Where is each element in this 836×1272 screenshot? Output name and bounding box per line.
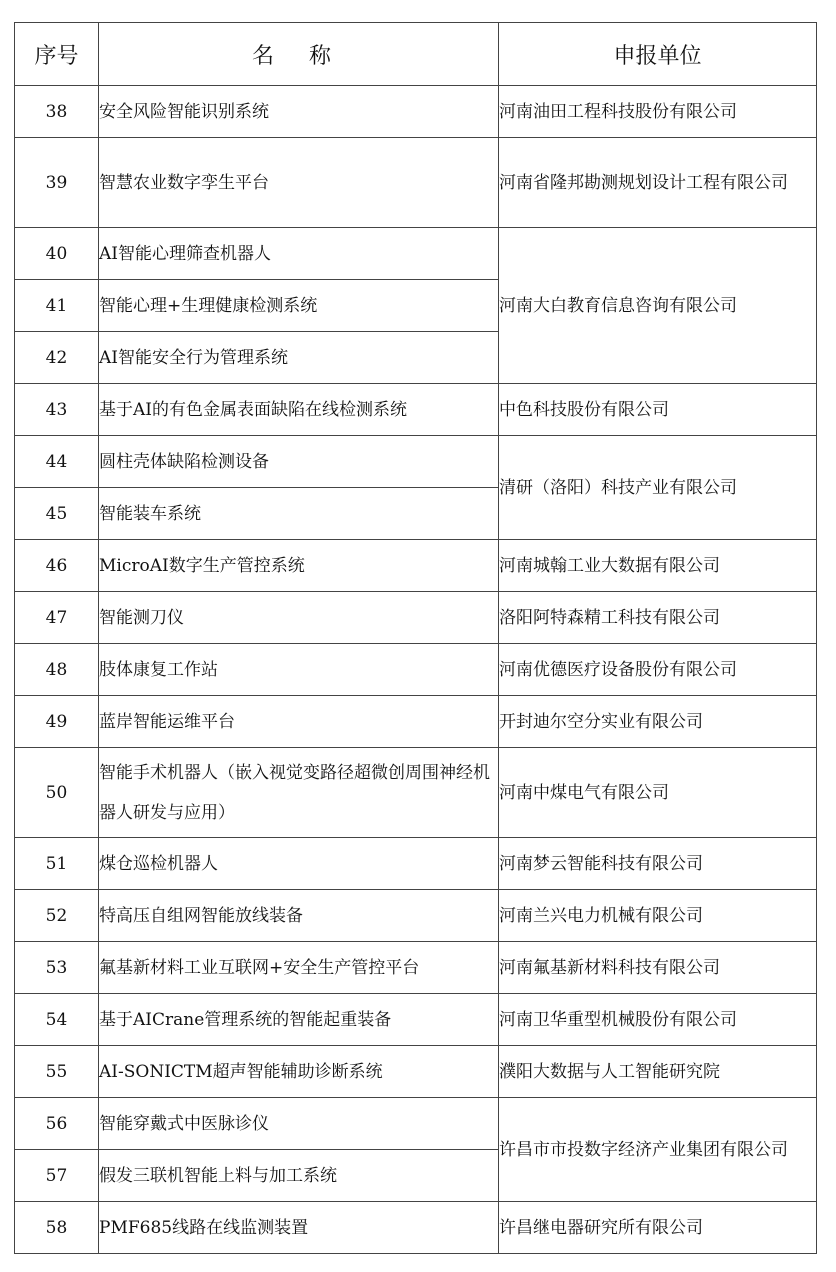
table-row	[15, 436, 817, 488]
row-unit: 许昌继电器研究所有限公司	[499, 1202, 817, 1254]
row-num: 39	[15, 138, 99, 228]
row-num: 58	[15, 1202, 99, 1254]
header-name: 名 称	[99, 23, 499, 86]
row-name: 煤仓巡检机器人	[99, 838, 499, 890]
row-num: 49	[15, 696, 99, 748]
table-row	[15, 890, 817, 942]
table-row	[15, 942, 817, 994]
row-unit: 濮阳大数据与人工智能研究院	[499, 1046, 817, 1098]
row-num: 54	[15, 994, 99, 1046]
row-name: 智能穿戴式中医脉诊仪	[99, 1098, 499, 1150]
row-unit: 河南省隆邦勘测规划设计工程有限公司	[499, 138, 817, 228]
row-num: 56	[15, 1098, 99, 1150]
table-row	[15, 592, 817, 644]
row-name: AI-SONICTM超声智能辅助诊断系统	[99, 1046, 499, 1098]
row-name: 氟基新材料工业互联网+安全生产管控平台	[99, 942, 499, 994]
row-name: 智能心理+生理健康检测系统	[99, 280, 499, 332]
table-row	[15, 1046, 817, 1098]
row-unit: 河南梦云智能科技有限公司	[499, 838, 817, 890]
row-num: 40	[15, 228, 99, 280]
table-row	[15, 228, 817, 280]
row-num: 44	[15, 436, 99, 488]
row-unit: 河南兰兴电力机械有限公司	[499, 890, 817, 942]
table-row	[15, 838, 817, 890]
row-num: 50	[15, 748, 99, 838]
row-name: MicroAI数字生产管控系统	[99, 540, 499, 592]
project-table	[14, 22, 817, 1254]
row-name: 蓝岸智能运维平台	[99, 696, 499, 748]
row-num: 57	[15, 1150, 99, 1202]
row-num: 38	[15, 86, 99, 138]
row-unit: 河南油田工程科技股份有限公司	[499, 86, 817, 138]
row-unit: 河南优德医疗设备股份有限公司	[499, 644, 817, 696]
row-unit: 河南城翰工业大数据有限公司	[499, 540, 817, 592]
table-row	[15, 540, 817, 592]
row-name: 特高压自组网智能放线装备	[99, 890, 499, 942]
row-name: AI智能安全行为管理系统	[99, 332, 499, 384]
row-name: 智慧农业数字孪生平台	[99, 138, 499, 228]
row-num: 47	[15, 592, 99, 644]
table-row	[15, 748, 817, 838]
table-row	[15, 994, 817, 1046]
row-name: 基于AI的有色金属表面缺陷在线检测系统	[99, 384, 499, 436]
row-name: 智能手术机器人（嵌入视觉变路径超微创周围神经机器人研发与应用）	[99, 748, 499, 838]
row-unit: 洛阳阿特森精工科技有限公司	[499, 592, 817, 644]
row-name: PMF685线路在线监测装置	[99, 1202, 499, 1254]
row-name: 肢体康复工作站	[99, 644, 499, 696]
row-unit: 清研（洛阳）科技产业有限公司	[499, 436, 817, 540]
row-name: AI智能心理筛查机器人	[99, 228, 499, 280]
row-name: 智能装车系统	[99, 488, 499, 540]
table-row	[15, 384, 817, 436]
header-num: 序号	[15, 23, 99, 86]
row-num: 42	[15, 332, 99, 384]
row-unit: 中色科技股份有限公司	[499, 384, 817, 436]
table-row	[15, 138, 817, 228]
row-unit: 河南氟基新材料科技有限公司	[499, 942, 817, 994]
row-name: 智能测刀仪	[99, 592, 499, 644]
row-num: 46	[15, 540, 99, 592]
row-name: 基于AICrane管理系统的智能起重装备	[99, 994, 499, 1046]
row-num: 53	[15, 942, 99, 994]
row-name: 圆柱壳体缺陷检测设备	[99, 436, 499, 488]
header-row	[15, 23, 817, 86]
table-row	[15, 696, 817, 748]
row-num: 48	[15, 644, 99, 696]
header-unit: 申报单位	[499, 23, 817, 86]
row-name: 安全风险智能识别系统	[99, 86, 499, 138]
table-row	[15, 1202, 817, 1254]
row-unit: 河南卫华重型机械股份有限公司	[499, 994, 817, 1046]
row-num: 41	[15, 280, 99, 332]
table-row	[15, 86, 817, 138]
row-unit: 河南大白教育信息咨询有限公司	[499, 228, 817, 384]
row-num: 43	[15, 384, 99, 436]
row-name: 假发三联机智能上料与加工系统	[99, 1150, 499, 1202]
row-num: 52	[15, 890, 99, 942]
row-unit: 开封迪尔空分实业有限公司	[499, 696, 817, 748]
row-unit: 许昌市市投数字经济产业集团有限公司	[499, 1098, 817, 1202]
table-row	[15, 644, 817, 696]
table-row	[15, 1098, 817, 1150]
row-num: 55	[15, 1046, 99, 1098]
row-num: 45	[15, 488, 99, 540]
row-unit: 河南中煤电气有限公司	[499, 748, 817, 838]
row-num: 51	[15, 838, 99, 890]
